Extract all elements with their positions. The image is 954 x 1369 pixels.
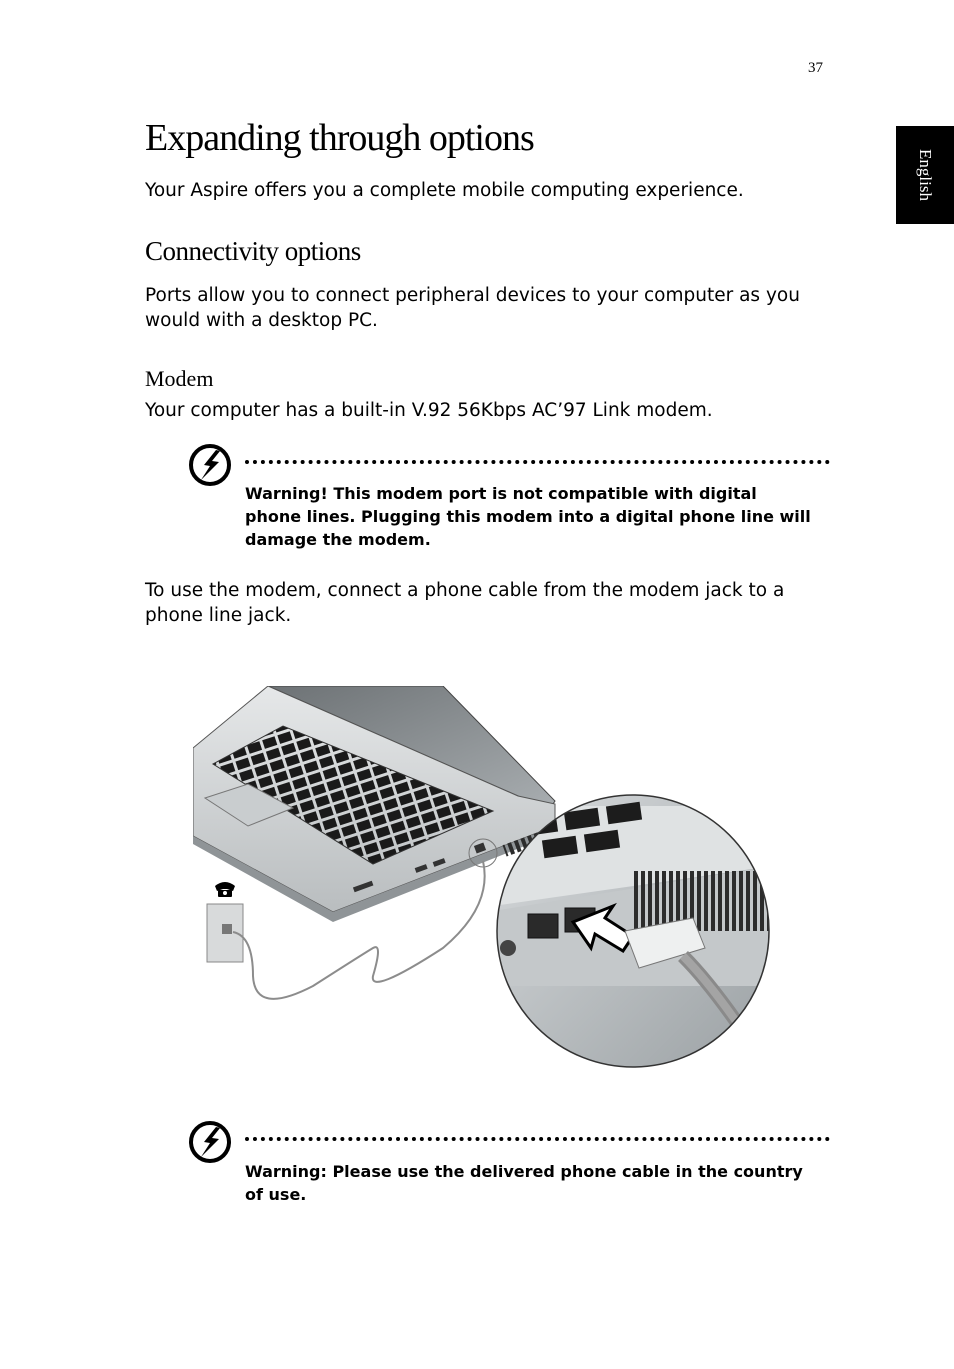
warning-lightning-icon [188,443,232,487]
warning-lightning-icon [188,1120,232,1164]
intro-paragraph: Your Aspire offers you a complete mobile computing experience. [145,180,744,201]
warning-text: Warning: Please use the delivered phone cable in the country of use. [245,1162,803,1204]
page-title: Expanding through options [145,117,534,159]
warning-text: Warning! This modem port is not compatible with digital phone lines. Plugging this modem into a digital phone line will damage the modem. [245,484,811,549]
language-tab-label: English [916,149,935,201]
instruction-paragraph: To use the modem, connect a phone cable from the modem jack to a phone line jack. [145,580,785,626]
warning-divider [245,1137,830,1141]
warning-divider [245,460,830,464]
connectivity-paragraph: Ports allow you to connect peripheral devices to your computer as you would with a desktop PC. [145,285,800,331]
connectivity-heading: Connectivity options [145,236,361,266]
telephone-icon [215,882,235,897]
page-number: 37 [808,60,823,76]
language-tab [896,126,954,224]
modem-heading: Modem [145,366,214,391]
laptop-modem-illustration [193,686,783,1078]
modem-paragraph: Your computer has a built-in V.92 56Kbps AC’97 Link modem. [145,400,713,421]
